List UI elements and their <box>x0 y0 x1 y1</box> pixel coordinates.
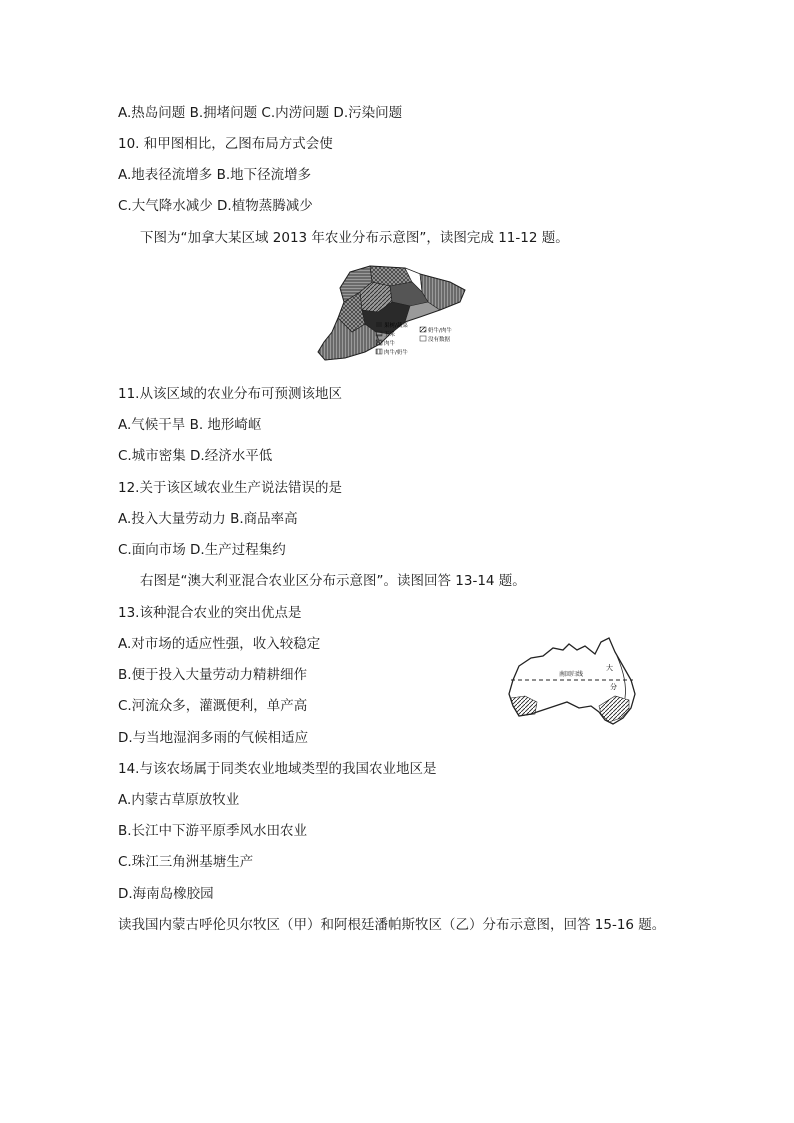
option-13-a: A.对市场的适应性强，收入较稳定 <box>118 636 321 652</box>
options-12-ab: A.投入大量劳动力 B.商品率高 <box>118 511 298 527</box>
legend-beef: 肉牛 <box>384 341 396 347</box>
legend-corn: 玉米 <box>384 332 396 338</box>
intro-15-16: 读我国内蒙古呼伦贝尔牧区（甲）和阿根廷潘帕斯牧区（乙）分布示意图，回答 15-16 题。 <box>118 917 666 933</box>
question-14: 14.与该农场属于同类农业地域类型的我国农业地区是 <box>118 761 437 777</box>
options-10-ab: A.地表径流增多 B.地下径流增多 <box>118 167 312 183</box>
option-13-b: B.便于投入大量劳动力精耕细作 <box>118 667 308 683</box>
question-13: 13.该种混合农业的突出优点是 <box>118 605 302 621</box>
legend-beef-dairy: 肉牛/奶牛 <box>384 350 408 356</box>
canada-agriculture-map <box>310 262 490 364</box>
options-12-cd: C.面向市场 D.生产过程集约 <box>118 542 286 558</box>
option-14-d: D.海南岛橡胶园 <box>118 886 214 902</box>
question-12: 12.关于该区域农业生产说法错误的是 <box>118 480 342 496</box>
legend-fruit-veg: 果树/蔬菜 <box>384 323 408 329</box>
options-11-ab: A.气候干旱 B. 地形崎岖 <box>118 417 262 433</box>
legend-no-data: 没有数据 <box>428 337 451 343</box>
intro-11-12: 下图为“加拿大某区域 2013 年农业分布示意图”，读图完成 11-12 题。 <box>140 230 569 246</box>
label-fen: 分 <box>610 683 617 691</box>
question-11: 11.从该区域的农业分布可预测该地区 <box>118 386 342 402</box>
australia-mixed-farming-map <box>505 636 640 728</box>
line-options-9: A.热岛问题 B.拥堵问题 C.内涝问题 D.污染问题 <box>118 105 403 121</box>
option-13-d: D.与当地湿润多雨的气候相适应 <box>118 730 309 746</box>
options-11-cd: C.城市密集 D.经济水平低 <box>118 448 273 464</box>
options-10-cd: C.大气降水减少 D.植物蒸腾减少 <box>118 198 313 214</box>
legend-dairy-beef: 奶牛/肉牛 <box>428 328 452 334</box>
option-13-c: C.河流众多，灌溉便利，单产高 <box>118 698 308 714</box>
option-14-c: C.珠江三角洲基塘生产 <box>118 854 254 870</box>
option-14-b: B.长江中下游平原季风水田农业 <box>118 823 308 839</box>
intro-13-14: 右图是“澳大利亚混合农业区分布示意图”。读图回答 13-14 题。 <box>140 573 526 589</box>
map-legend <box>376 321 452 356</box>
question-10: 10. 和甲图相比，乙图布局方式会使 <box>118 136 333 152</box>
label-da: 大 <box>606 664 613 672</box>
tropic-label: 南回归线 <box>559 671 584 678</box>
option-14-a: A.内蒙古草原放牧业 <box>118 792 240 808</box>
